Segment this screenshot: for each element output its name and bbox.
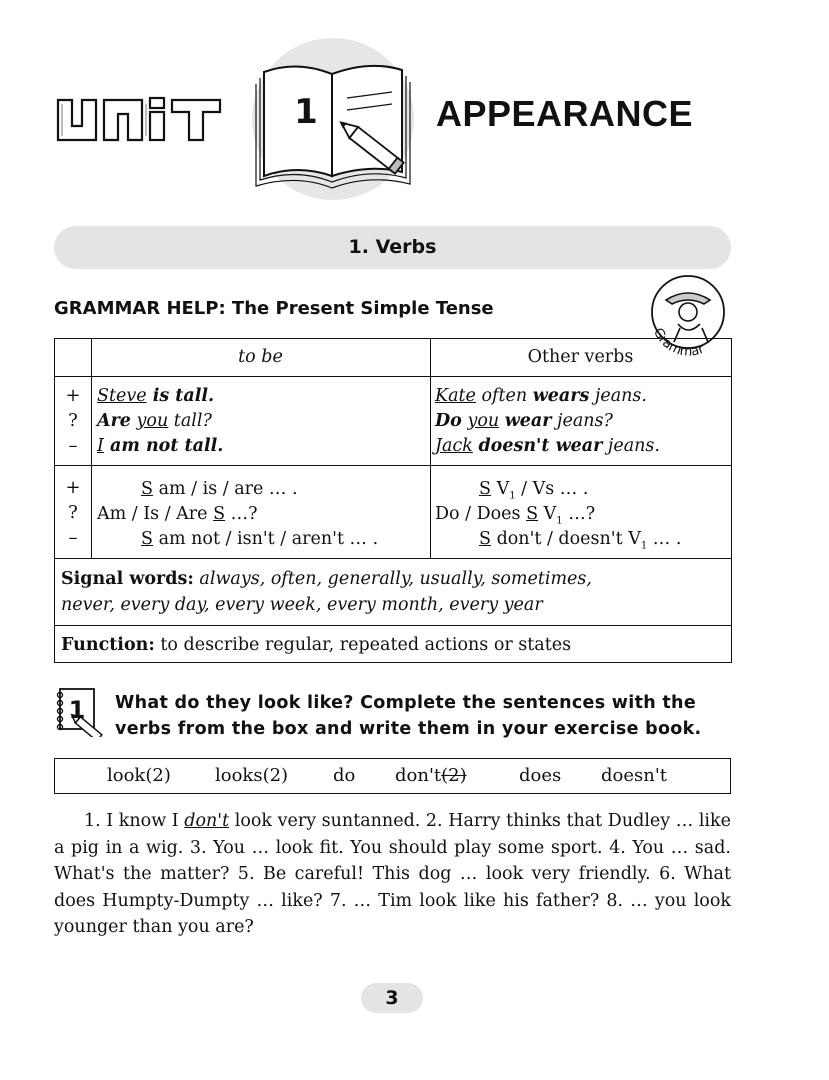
page-number: 3 — [385, 987, 399, 1009]
notebook-pencil-icon — [54, 687, 106, 737]
box-word: doesn't — [601, 765, 668, 786]
signal-words-line1: Signal words: always, often, generally, usually, sometimes, — [61, 569, 592, 589]
grammar-help-title: GRAMMAR HELP: The Present Simple Tense — [54, 298, 494, 319]
form-to-be-question: Am / Is / Are S …? — [97, 504, 258, 524]
form-other-question: Do / Does S $V_1$ …? — [435, 504, 596, 527]
form-to-be-negative: S am not / isn't / aren't … . — [141, 529, 379, 549]
example-to-be-positive: Steve is tall. — [97, 386, 215, 406]
word-box — [54, 758, 731, 794]
form-other-negative: S don't / doesn't $V_1$ … . — [479, 529, 682, 552]
grammar-badge-label: Grammar — [649, 325, 707, 360]
box-word: do — [333, 765, 356, 786]
unit-word-logo — [54, 96, 246, 144]
positive-symbol: + — [65, 385, 81, 406]
box-word: does — [519, 765, 562, 786]
example-other-positive: Kate often wears jeans. — [435, 386, 647, 406]
example-to-be-negative: I am not tall. — [97, 436, 224, 456]
box-word: don't(2) — [395, 765, 467, 786]
question-symbol: ? — [68, 410, 78, 431]
signal-words-line2: never, every day, every week, every month, every year — [61, 595, 543, 615]
form-to-be-positive: S am / is / are … . — [141, 479, 298, 499]
column-header-to-be: to be — [238, 347, 283, 367]
negative-symbol: – — [68, 527, 78, 548]
box-word: look(2) — [107, 765, 171, 786]
exercise-text: 1. I know I don't look very suntanned. 2. Harry thinks that Dudley … like a pig in a wig. 3. You … look fit. You should play some sport. 4. You … sad. What's the matter? 5. Be careful! This dog … look very friendly. 6. What does Humpty-Dumpty … like? 7. … Tim look like his father? 8. … you look younger than you are? — [54, 811, 731, 937]
section-heading: 1. Verbs — [348, 236, 437, 258]
positive-symbol: + — [65, 477, 81, 498]
example-other-negative: Jack doesn't wear jeans. — [435, 436, 660, 456]
unit-title: APPEARANCE — [436, 93, 694, 134]
negative-symbol: – — [68, 435, 78, 456]
exercise-instruction: What do they look like? Complete the sentences with the verbs from the box and write them in your exercise book. — [115, 693, 702, 739]
column-header-other-verbs: Other verbs — [527, 347, 634, 367]
example-other-question: Do you wear jeans? — [435, 411, 613, 431]
section-banner — [54, 226, 731, 269]
question-symbol: ? — [68, 502, 78, 523]
example-to-be-question: Are you tall? — [97, 411, 212, 431]
function-row: Function: to describe regular, repeated actions or states — [61, 635, 572, 655]
grammar-table — [54, 338, 732, 663]
unit-number: 1 — [294, 92, 318, 132]
open-book-icon — [252, 38, 422, 208]
form-other-positive: S $V_1$ / Vs … . — [479, 479, 589, 502]
exercise-number: 1 — [68, 696, 86, 724]
example-answer: don't — [184, 811, 230, 831]
page-number-pill — [361, 983, 423, 1013]
box-word: looks(2) — [215, 765, 289, 786]
